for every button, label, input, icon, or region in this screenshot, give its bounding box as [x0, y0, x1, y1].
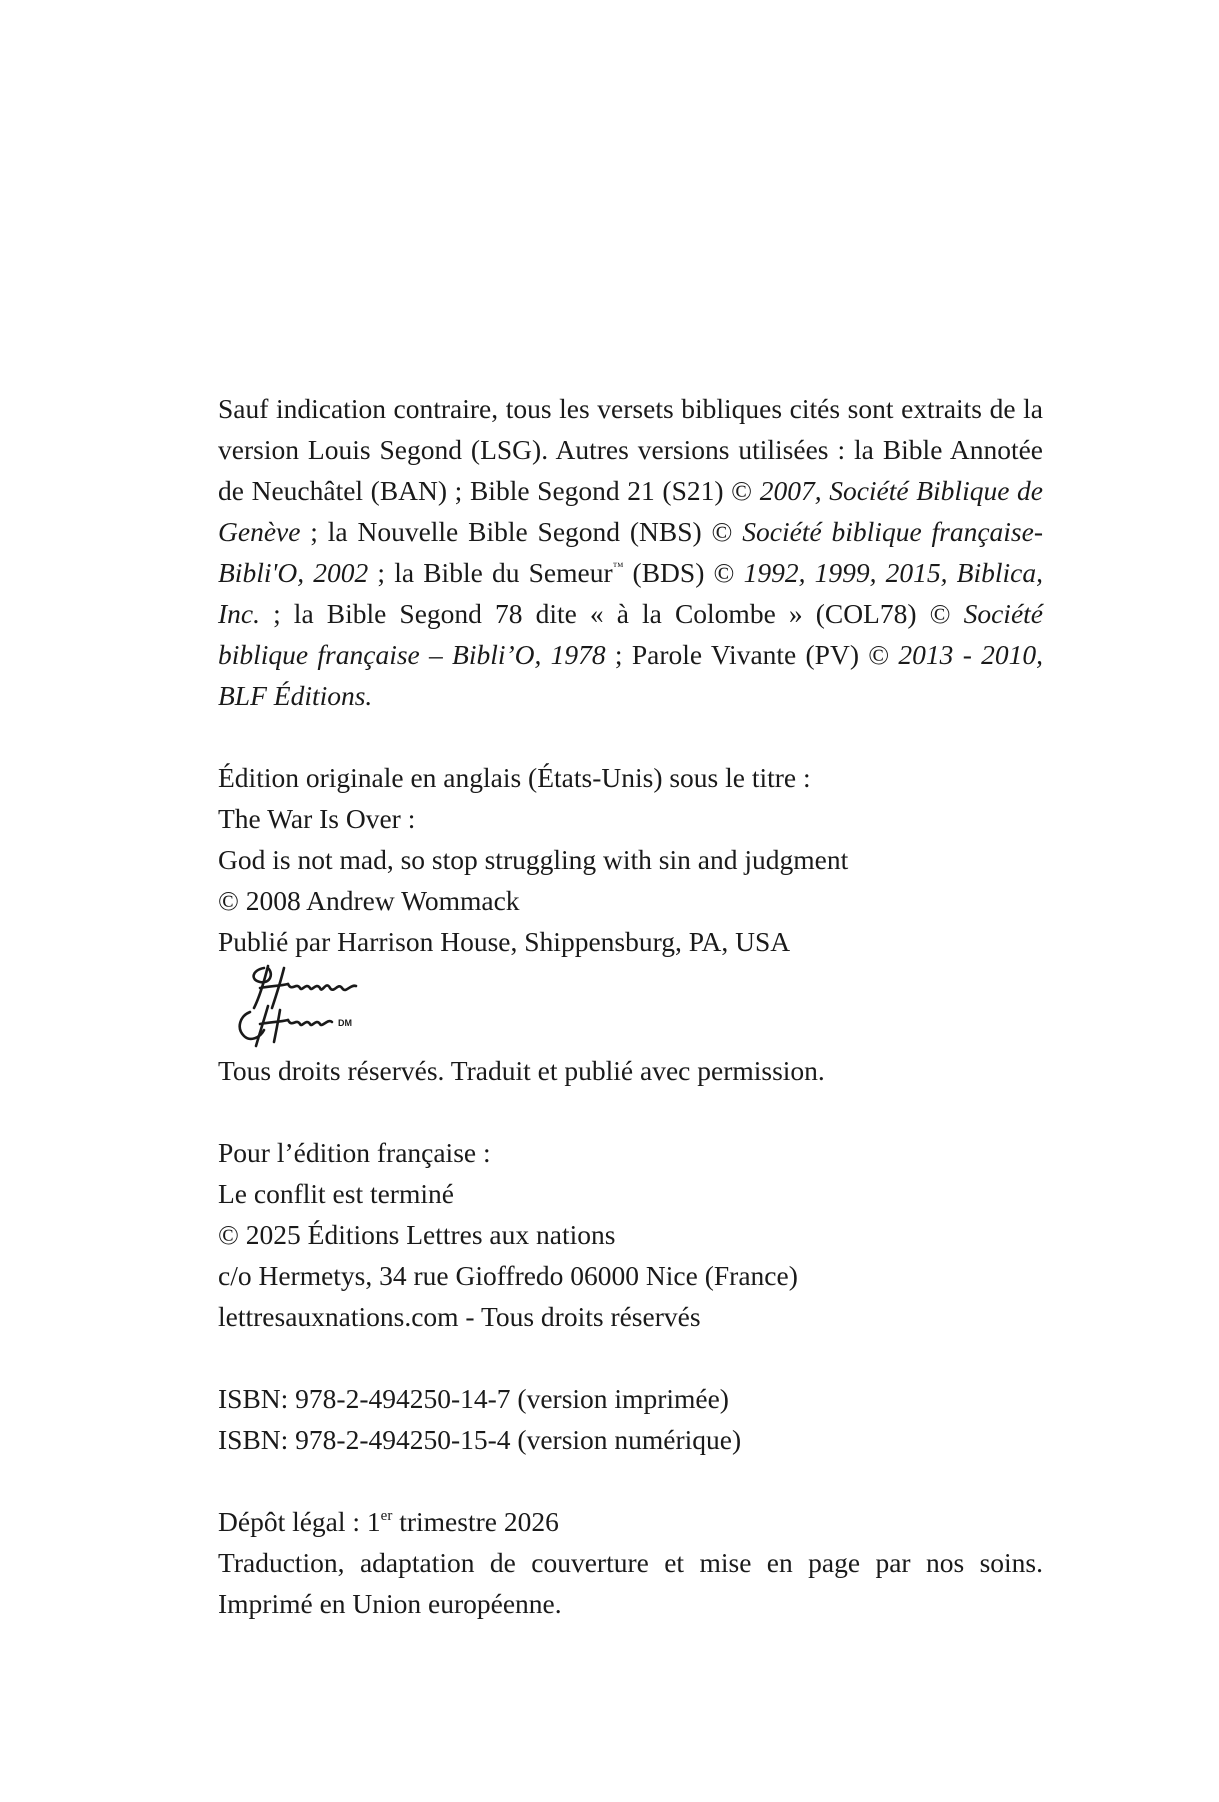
isbn-block	[218, 1378, 1043, 1460]
legal-block	[218, 1501, 1043, 1624]
deposit-lead: Dépôt légal : 1	[218, 1506, 381, 1537]
isbn-digital: ISBN: 978-2-494250-15-4 (version numérique)	[218, 1424, 742, 1455]
deposit-tail: trimestre 2026	[392, 1506, 559, 1537]
publisher-website: lettresauxnations.com - Tous droits réservés	[218, 1301, 701, 1332]
col-lead: ; la Bible Segond 78 dite « à la Colombe » (COL78) ©	[260, 598, 964, 629]
original-edition-heading: Édition originale en anglais (États-Unis) sous le titre :	[218, 762, 811, 793]
original-publisher: Publié par Harrison House, Shippensburg, PA, USA	[218, 926, 791, 957]
pv-publisher: 2013 - 2010, BLF Éditions.	[218, 639, 1043, 711]
pv-lead: ; Parole Vivante (PV) ©	[605, 639, 899, 670]
harrison-house-logo-graphic	[230, 962, 370, 1050]
french-edition-heading: Pour l’édition française :	[218, 1137, 491, 1168]
versions-lead: Sauf indication contraire, tous les versets bibliques cités sont extraits de la version Louis Segond (LSG). Autres versions utilisées : la Bible Annotée de Neuchâtel (BAN) ; Bible Segond 21 (S21) ©	[218, 393, 1043, 506]
spacer	[218, 716, 1043, 757]
nbs-publisher: Société biblique française-Bibli'O, 2002	[218, 516, 1044, 588]
publisher-address: c/o Hermetys, 34 rue Gioffredo 06000 Nice (France)	[218, 1260, 798, 1291]
logo-mark: DM	[338, 1018, 352, 1028]
french-edition-block	[218, 1132, 1043, 1337]
harrison-house-logo	[230, 962, 1043, 1050]
french-copyright: © 2025 Éditions Lettres aux nations	[218, 1219, 616, 1250]
nbs-lead: ; la Nouvelle Bible Segond (NBS) ©	[300, 516, 743, 547]
french-title: Le conflit est terminé	[218, 1178, 454, 1209]
original-title-line-1: The War Is Over :	[218, 803, 416, 834]
bds-mid: (BDS) ©	[623, 557, 744, 588]
spacer	[218, 1091, 1043, 1132]
copyright-content	[218, 388, 1043, 1624]
spacer	[218, 1337, 1043, 1378]
deposit-ordinal: er	[380, 1508, 393, 1524]
col-publisher: Société biblique française – Bibli’O, 1978	[218, 598, 1043, 670]
legal-deposit	[218, 1501, 1043, 1542]
original-edition-block	[218, 757, 1043, 1091]
rights-permission: Tous droits réservés. Traduit et publié avec permission.	[218, 1055, 825, 1086]
original-copyright: © 2008 Andrew Wommack	[218, 885, 520, 916]
original-title-line-2: God is not mad, so stop struggling with sin and judgment	[218, 844, 849, 875]
s21-publisher: 2007, Société Biblique de Genève	[218, 475, 1043, 547]
translation-note: Traduction, adaptation de couverture et mise en page par nos soins. Imprimé en Union européenne.	[218, 1547, 1043, 1619]
bds-publisher: 1992, 1999, 2015, Biblica, Inc.	[218, 557, 1043, 629]
trademark-symbol: ™	[612, 561, 624, 573]
spacer	[218, 1460, 1043, 1501]
bible-versions-note	[218, 388, 1043, 716]
bds-lead: ; la Bible du Semeur	[368, 557, 613, 588]
isbn-print: ISBN: 978-2-494250-14-7 (version imprimée)	[218, 1383, 729, 1414]
